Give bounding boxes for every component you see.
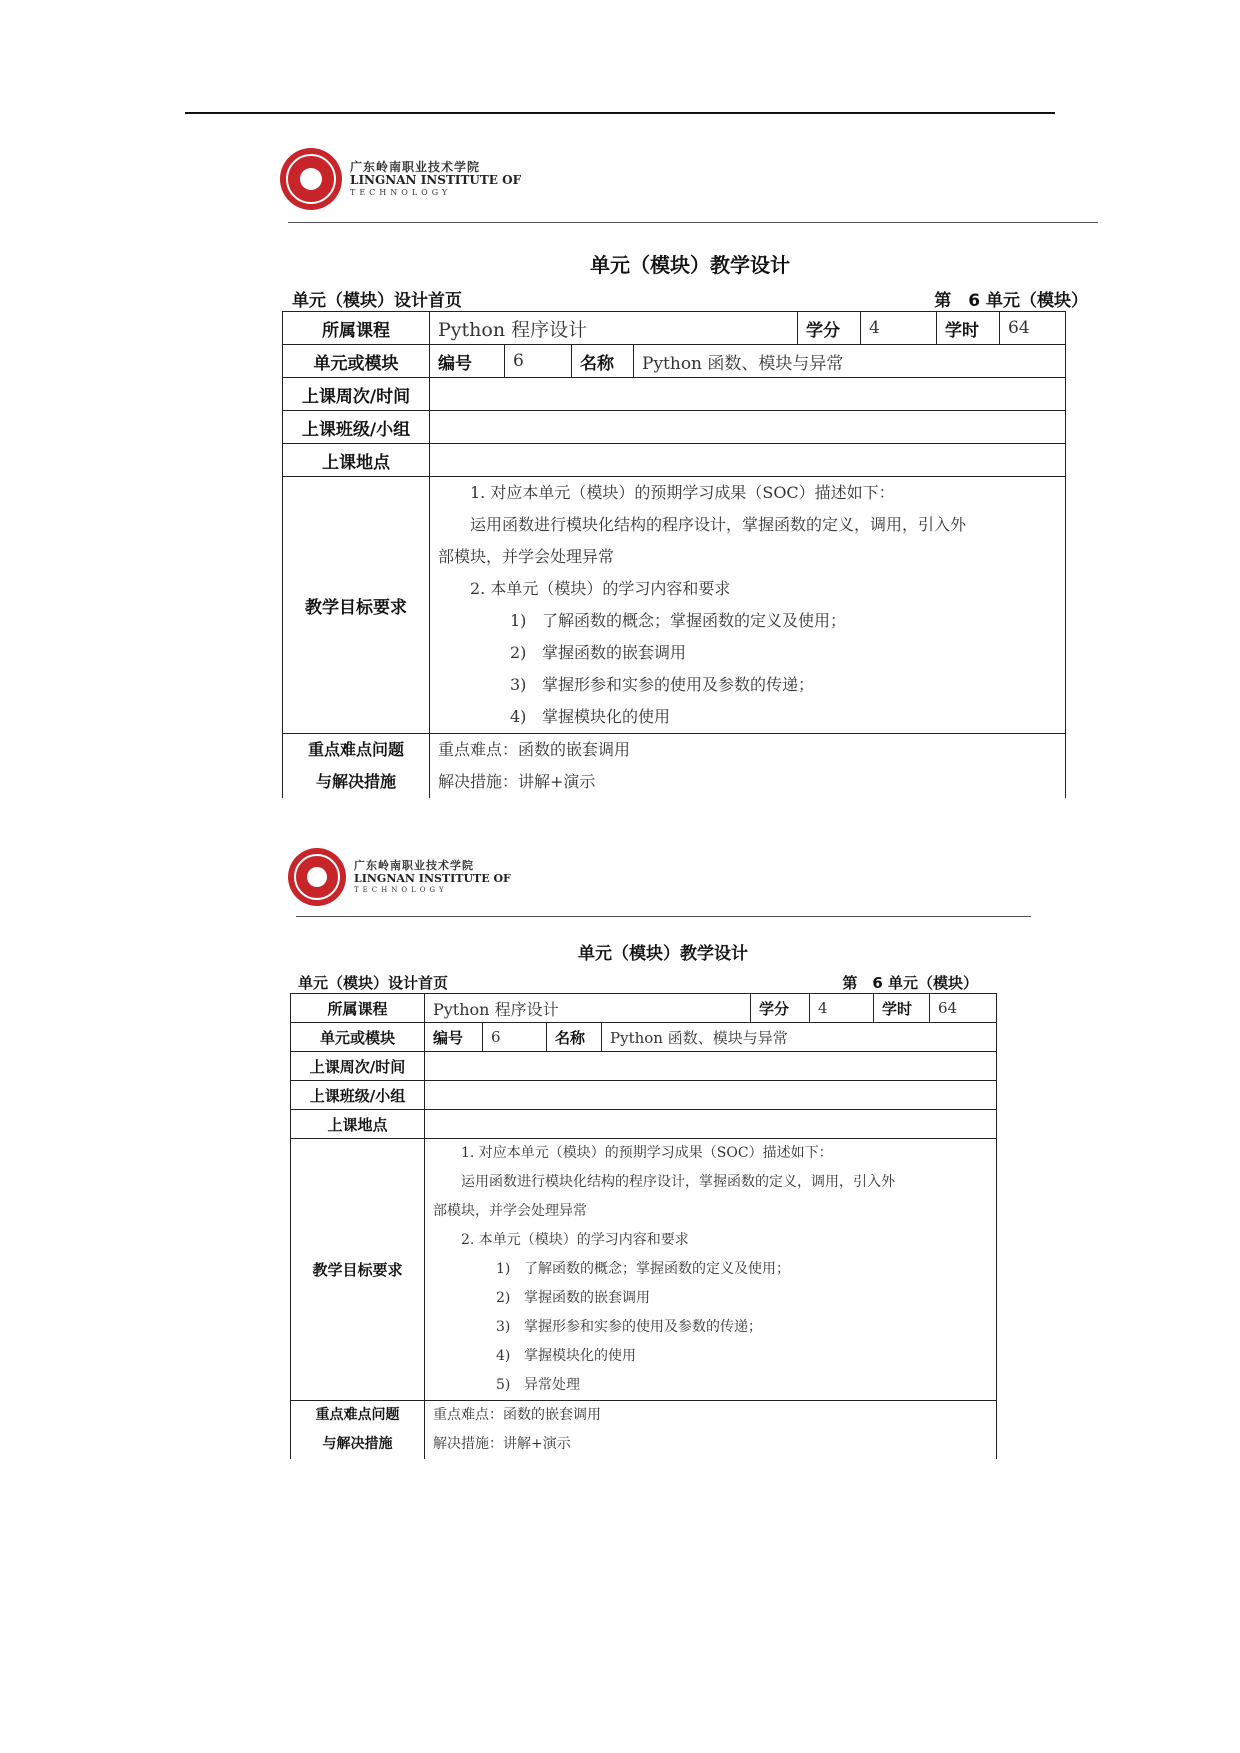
- value-name: Python 函数、模块与异常: [634, 345, 1066, 378]
- school-name-en-2: TECHNOLOGY: [350, 188, 452, 198]
- table-row: [291, 1110, 997, 1139]
- value-hours: 64: [1000, 312, 1066, 345]
- list-item-text: 了解函数的概念；掌握函数的定义及使用；: [542, 611, 847, 630]
- list-item-number: 3): [496, 1319, 511, 1335]
- table-row: [283, 378, 1066, 411]
- list-item-text: 掌握函数的嵌套调用: [542, 643, 687, 662]
- objectives-heading-1: 1. 对应本单元（模块）的预期学习成果（SOC）描述如下：: [461, 1145, 833, 1161]
- list-item-text: 掌握形参和实参的使用及参数的传递；: [542, 675, 815, 694]
- soc-line-1: 运用函数进行模块化结构的程序设计，掌握函数的定义，调用，引入外: [461, 1174, 895, 1190]
- table-row: [283, 411, 1066, 444]
- label-credit: 学分: [751, 994, 810, 1023]
- value-week-time: [425, 1052, 997, 1081]
- objectives-content: [425, 1139, 997, 1401]
- table-row: [291, 1052, 997, 1081]
- label-key-points-line-1: 重点难点问题: [307, 740, 404, 759]
- list-item-text: 掌握模块化的使用: [542, 707, 671, 726]
- soc-line-1: 运用函数进行模块化结构的程序设计，掌握函数的定义，调用，引入外: [470, 515, 967, 534]
- key-points-content: [430, 734, 1066, 799]
- label-objectives: 教学目标要求: [291, 1139, 425, 1401]
- label-unit: 单元或模块: [283, 345, 430, 378]
- list-item: [433, 1284, 988, 1313]
- label-class-group: 上课班级/小组: [291, 1081, 425, 1110]
- label-hours: 学时: [937, 312, 1000, 345]
- label-course: 所属课程: [283, 312, 430, 345]
- school-name-en: LINGNAN INSTITUTE OF: [354, 871, 511, 885]
- value-hours: 64: [930, 994, 997, 1023]
- school-name-en: LINGNAN INSTITUTE OF: [350, 173, 522, 188]
- table-row: [283, 477, 1066, 734]
- label-key-points-line-2: 与解决措施: [322, 1436, 393, 1452]
- unit-design-table: [282, 311, 1066, 798]
- list-item-text: 异常处理: [524, 1377, 580, 1393]
- table-row: [283, 345, 1066, 378]
- table-row: [291, 1401, 997, 1460]
- label-location: 上课地点: [283, 444, 430, 477]
- document-title: 单元（模块）教学设计: [578, 944, 748, 964]
- form-block-1: [280, 148, 1100, 798]
- label-course: 所属课程: [291, 994, 425, 1023]
- objectives-content: [430, 477, 1066, 734]
- list-item: [433, 1371, 988, 1400]
- list-item: [438, 637, 1057, 669]
- school-name-en-2: TECHNOLOGY: [354, 885, 448, 894]
- label-number: 编号: [430, 345, 505, 378]
- subtitle-row: [280, 286, 1100, 311]
- school-name-cn: 广东岭南职业技术学院: [354, 859, 474, 873]
- label-week-time: 上课周次/时间: [283, 378, 430, 411]
- list-item-number: 3): [510, 675, 527, 694]
- school-header: [280, 148, 1100, 210]
- header-rule: [296, 916, 1031, 917]
- list-item-text: 了解函数的概念；掌握函数的定义及使用；: [524, 1261, 790, 1277]
- list-item: [433, 1313, 988, 1342]
- key-points-content: [425, 1401, 997, 1460]
- subtitle-row: [288, 972, 1038, 993]
- school-header: [288, 848, 1038, 906]
- list-item-number: 1): [496, 1261, 511, 1277]
- label-class-group: 上课班级/小组: [283, 411, 430, 444]
- label-week-time: 上课周次/时间: [291, 1052, 425, 1081]
- value-location: [430, 444, 1066, 477]
- value-number: 6: [505, 345, 572, 378]
- list-item: [438, 669, 1057, 701]
- key-difficulty: 重点难点：函数的嵌套调用: [433, 1407, 601, 1423]
- school-name-cn: 广东岭南职业技术学院: [350, 159, 481, 174]
- label-objectives: 教学目标要求: [283, 477, 430, 734]
- subtitle-right: 第 6 单元（模块）: [934, 291, 1088, 311]
- label-number: 编号: [425, 1023, 483, 1052]
- table-row: [291, 1081, 997, 1110]
- label-key-points-line-1: 重点难点问题: [315, 1407, 400, 1423]
- school-seal-logo: [280, 148, 342, 210]
- key-solution: 解决措施：讲解+演示: [438, 772, 596, 791]
- table-row: [291, 1023, 997, 1052]
- list-item: [438, 605, 1057, 637]
- list-item-number: 2): [496, 1290, 511, 1306]
- value-number: 6: [483, 1023, 547, 1052]
- list-item: [433, 1255, 988, 1284]
- value-week-time: [430, 378, 1066, 411]
- label-name: 名称: [572, 345, 634, 378]
- table-row: [291, 1139, 997, 1401]
- soc-line-2: 部模块，并学会处理异常: [438, 547, 615, 566]
- objectives-heading-2: 2. 本单元（模块）的学习内容和要求: [470, 579, 731, 598]
- list-item: [433, 1342, 988, 1371]
- table-row: [283, 734, 1066, 799]
- label-unit: 单元或模块: [291, 1023, 425, 1052]
- label-name: 名称: [547, 1023, 602, 1052]
- label-key-points: [291, 1401, 425, 1460]
- value-course: Python 程序设计: [430, 312, 798, 345]
- list-item-number: 5): [496, 1377, 511, 1393]
- objectives-heading-1: 1. 对应本单元（模块）的预期学习成果（SOC）描述如下：: [470, 483, 895, 502]
- subtitle-right: 第 6 单元（模块）: [842, 974, 978, 992]
- table-row: [283, 312, 1066, 345]
- objectives-heading-2: 2. 本单元（模块）的学习内容和要求: [461, 1232, 689, 1248]
- value-class-group: [430, 411, 1066, 444]
- school-name: [350, 161, 521, 198]
- top-rule: [185, 112, 1055, 114]
- list-item-number: 2): [510, 643, 527, 662]
- value-credit: 4: [810, 994, 874, 1023]
- list-item-text: 掌握函数的嵌套调用: [524, 1290, 650, 1306]
- label-hours: 学时: [874, 994, 930, 1023]
- value-name: Python 函数、模块与异常: [602, 1023, 997, 1052]
- list-item-number: 4): [510, 707, 527, 726]
- label-credit: 学分: [798, 312, 861, 345]
- label-key-points: [283, 734, 430, 799]
- subtitle-left: 单元（模块）设计首页: [298, 974, 449, 992]
- list-item: [438, 701, 1057, 733]
- label-key-points-line-2: 与解决措施: [315, 772, 396, 791]
- list-item-text: 掌握形参和实参的使用及参数的传递；: [524, 1319, 762, 1335]
- unit-design-table: [290, 993, 997, 1459]
- value-class-group: [425, 1081, 997, 1110]
- table-row: [283, 444, 1066, 477]
- key-solution: 解决措施：讲解+演示: [433, 1436, 571, 1452]
- value-course: Python 程序设计: [425, 994, 751, 1023]
- school-name: [354, 860, 511, 893]
- list-item-number: 1): [510, 611, 527, 630]
- key-difficulty: 重点难点：函数的嵌套调用: [438, 740, 631, 759]
- subtitle-left: 单元（模块）设计首页: [292, 291, 462, 311]
- value-credit: 4: [861, 312, 937, 345]
- table-row: [291, 994, 997, 1023]
- document-title: 单元（模块）教学设计: [590, 253, 790, 277]
- value-location: [425, 1110, 997, 1139]
- soc-line-2: 部模块，并学会处理异常: [433, 1203, 587, 1219]
- list-item-number: 4): [496, 1348, 511, 1364]
- form-block-2: [288, 848, 1038, 1459]
- label-location: 上课地点: [291, 1110, 425, 1139]
- header-rule: [288, 222, 1098, 223]
- list-item-text: 掌握模块化的使用: [524, 1348, 636, 1364]
- school-seal-logo: [288, 848, 346, 906]
